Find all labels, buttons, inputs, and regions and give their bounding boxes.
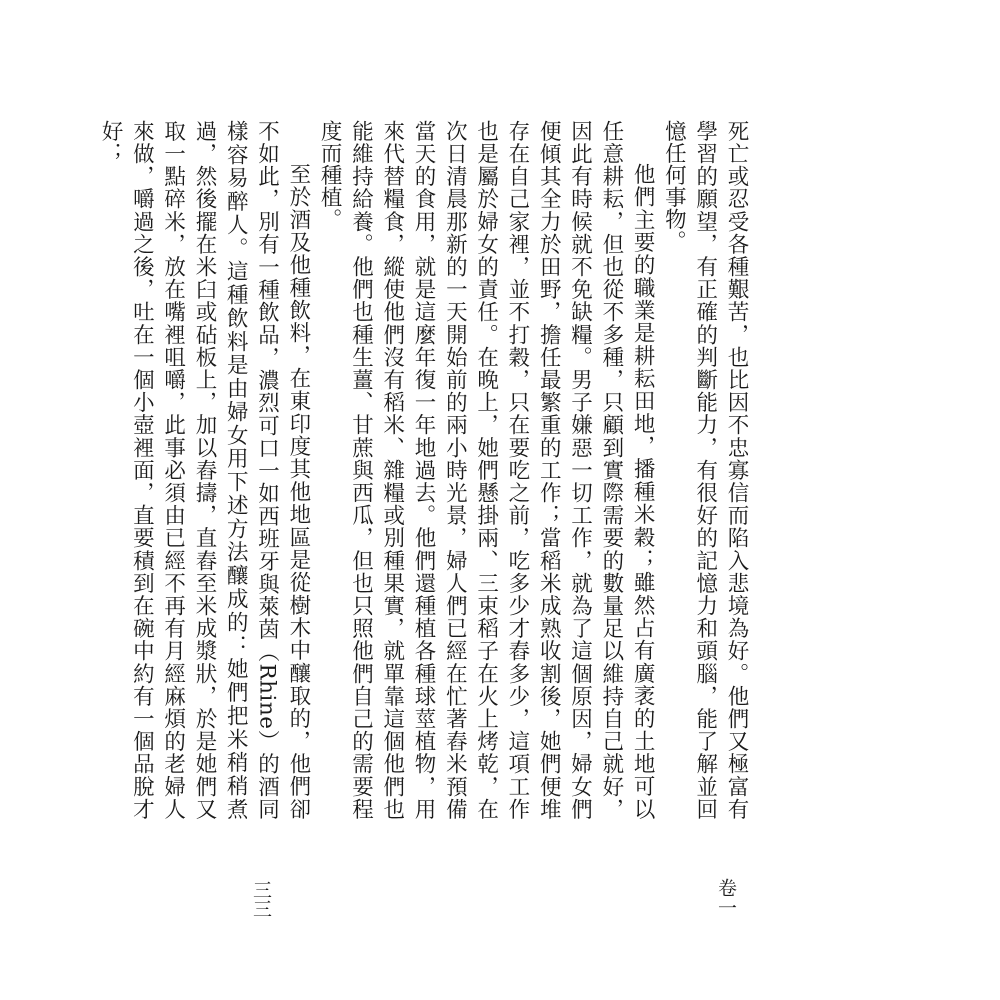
page-number: 三三 [250, 880, 272, 918]
paragraph-2: 他們主要的職業是耕耘田地，播種米穀；雖然占有廣袤的土地可以任意耕耘，但也從不多種，只顧到實際需要的數量足以維持自己就好，因此有時候就不免缺糧。男子嫌惡一切工作，就為了這個原因，婦女們便傾其全力於田野，擔任最繁重的工作；當稻米成熟收割後，她們便堆存在自己家裡，並不打穀，只在要吃之前，吃多少才舂多少，這項工作也是屬於婦女的責任。在晚上，她們懸掛兩、三束稻子在火上烤乾，在次日清晨那新的一天開始前的兩小時光景，婦人們已經在忙著舂米預備當天的食用，就是這麼年復一年地過去。他們還種植各種球莖植物，用來代替糧食，縱使他們沒有稻米、雜糧或別種果實，就單靠這個他們也能維持給養。他們也種生薑、甘蔗與西瓜，但也只照他們自己的需要程度而種植。 [317, 120, 656, 820]
running-header: 卷一 [715, 878, 737, 918]
body-text [95, 120, 752, 820]
paragraph-3: 至於酒及他種飲料，在東印度其他地區是從樹木中釀取的，他們卻不如此，別有一種飲品，濃烈可口一如西班牙與萊茵（Rhine）的酒同樣容易醉人。這種飲料是由婦女用下述方法釀成的：她們把米稍稍煮過，然後擺在米臼或砧板上，加以舂擣，直舂至米成漿狀，於是她們又取一點碎米，放在嘴裡咀嚼，此事必須由已經不再有月經麻煩的老婦人來做，嚼過之後，吐在一個小壺裡面，直要積到在碗中約有一個品脫才好； [98, 120, 311, 820]
paragraph-1: 死亡或忍受各種艱苦，也比因不忠寡信而陷入悲境為好。他們又極富有學習的願望，有正確的判斷能力，有很好的記憶力和頭腦，能了解並回憶任何事物。 [661, 120, 749, 820]
